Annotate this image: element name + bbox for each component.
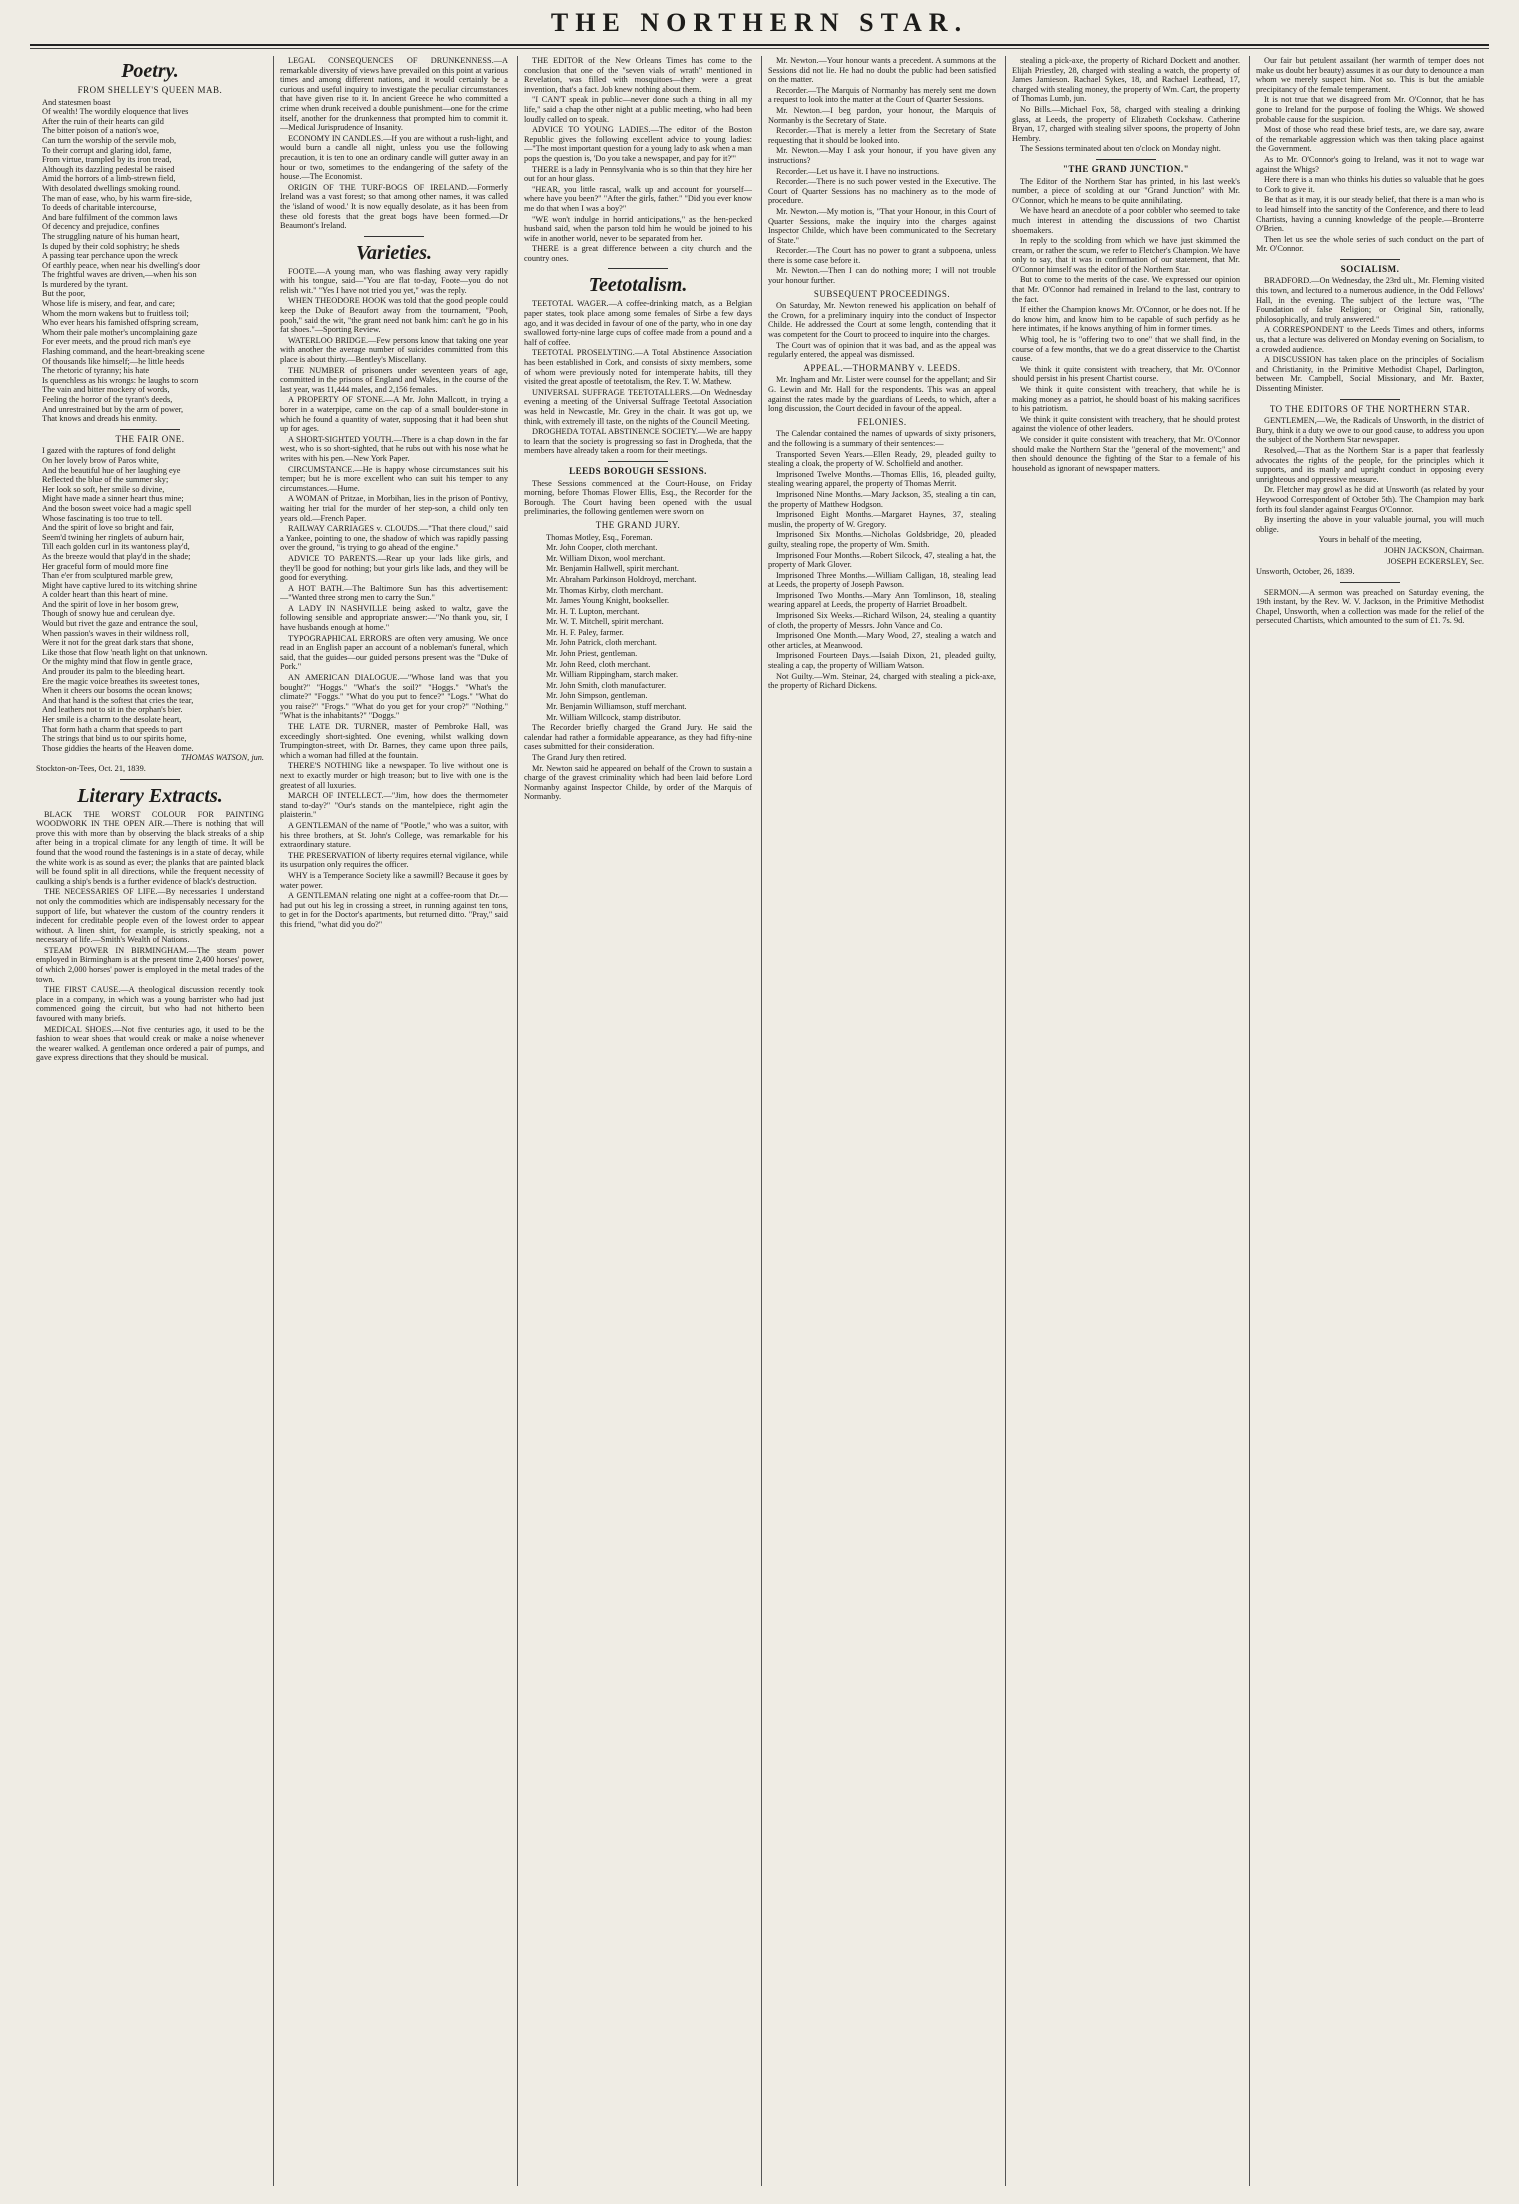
column-2 bbox=[280, 56, 508, 2186]
variety-item: THE PRESERVATION of liberty requires eternal vigilance, while its usurpation only requires the officer. bbox=[280, 850, 508, 870]
letter-secretary: JOSEPH ECKERSLEY, Sec. bbox=[1387, 556, 1484, 566]
letter-sign: Yours in behalf of the meeting, bbox=[1318, 535, 1422, 545]
poem-line: From virtue, trampled by its iron tread, bbox=[42, 155, 172, 165]
poem-line: After the ruin of their hearts can gild bbox=[42, 116, 164, 126]
divider bbox=[120, 429, 180, 430]
literary-extracts bbox=[36, 810, 264, 1063]
poem-line: Were it not for the great dark stars that shone, bbox=[42, 638, 194, 648]
variety-item: MARCH OF INTELLECT.—"Jim, how does the thermometer stand to-day?" "Our's stands on the mantelpiece, right agin the plaisterin." bbox=[280, 791, 508, 820]
report-paragraph: Mr. Newton.—May I ask your honour, if you have given any instructions? bbox=[768, 146, 996, 165]
variety-item: TYPOGRAPHICAL ERRORS are often very amusing. We once read in an English paper an account of a nobleman's funeral, which said, that the guides—our guided persons present was the "Duke of Pork." bbox=[280, 633, 508, 672]
literary-paragraph: BLACK THE WORST COLOUR FOR PAINTING WOODWORK IN THE OPEN AIR.—There is nothing that will prove this with more than by observing the black streaks of a ship after being in a tropical climate for any length of time. It will be found that the wood round the fastenings is in a state of decay, while the white work is as sound as ever; the planks that are painted black will be found split in all directions, while the frequent necessity of caulking a ship's bends is a further evidence of black's destruction. bbox=[36, 809, 264, 886]
poem-body bbox=[36, 98, 264, 424]
juror-name: Mr. William Rippingham, starch maker. bbox=[546, 670, 679, 680]
sentence-entry: Imprisoned Six Weeks.—Richard Wilson, 24, stealing a quantity of cloth, the property of Messrs. John Vance and Co. bbox=[768, 611, 996, 630]
report-paragraph: Recorder.—There is no such power vested in the Executive. The Court of Quarter Sessions has no machinery as to the mode of procedure. bbox=[768, 177, 996, 206]
article-paragraph: ADVICE TO YOUNG LADIES.—The editor of the Boston Republic gives the following excellent advice to young ladies:—"The most important question for a young lady to ask when a man pops the question is, 'Do you take a newspaper, and pay for it?'" bbox=[524, 125, 752, 163]
article-paragraph: THERE is a lady in Pennsylvania who is so thin that they hire her out for an hour glass. bbox=[524, 164, 752, 184]
literary-paragraph: STEAM POWER IN BIRMINGHAM.—The steam power employed in Birmingham is at the present time 2,400 horses' power, of which 2,000 horses' power is employed in the metal trades of the town. bbox=[36, 945, 264, 984]
poem-line: Those giddies the hearts of the Heaven dome. bbox=[42, 743, 194, 753]
variety-item: FOOTE.—A young man, who was flashing away very rapidly with his tongue, said—"You are flat to-day, Foote—you do not relish wit." "Yes I have not tried you yet," was the reply. bbox=[280, 266, 508, 295]
sermon-paragraph: SERMON.—A sermon was preached on Saturday evening, the 19th instant, by the Rev. W. V. Jackson, in the Primitive Methodist Chapel, Unsworth, when a collection was made for the relief of the persecuted Chartists, which amounted to the sum of £1. 7s. 9d. bbox=[1256, 587, 1484, 626]
poem-line: Till each golden curl in its wantoness play'd, bbox=[42, 542, 190, 552]
juror-name: Mr. H. T. Lupton, merchant. bbox=[546, 606, 640, 616]
poem-line: When passion's waves in their wildness roll, bbox=[42, 628, 189, 638]
poem-line: Would but rivet the gaze and entrance the soul, bbox=[42, 619, 198, 629]
sentence-entry: Imprisoned Four Months.—Robert Silcock, 47, stealing a hat, the property of Mark Glover. bbox=[768, 550, 996, 570]
sentence-entry: Imprisoned Two Months.—Mary Ann Tomlinson, 18, stealing wearing apparel at Leeds, the property of Harriet Broadbelt. bbox=[768, 590, 996, 610]
poem-line: Seem'd twining her ringlets of auburn hair, bbox=[42, 532, 184, 542]
juror-name: Mr. Benjamin Hallwell, spirit merchant. bbox=[546, 564, 679, 574]
variety-item: A HOT BATH.—The Baltimore Sun has this advertisement:—"Wanted three strong men to carry the Sun." bbox=[280, 583, 508, 603]
article-paragraph: Be that as it may, it is our steady belief, that there is a man who is to lead himself into the sanctity of the Conference, and there to lead Chartists, having a cunning knowledge of the people.—Bronterre O'Brien. bbox=[1256, 195, 1484, 234]
article-paragraph: Most of those who read these brief tests, are, we dare say, aware of the remarkable aggression which was then taking place against the Government. bbox=[1256, 125, 1484, 154]
letter-chairman: JOHN JACKSON, Chairman. bbox=[1384, 545, 1484, 555]
leeds-sessions-heading: LEEDS BOROUGH SESSIONS. bbox=[569, 465, 707, 476]
article-group bbox=[280, 56, 508, 231]
article-paragraph: ORIGIN OF THE TURF-BOGS OF IRELAND.—Formerly Ireland was a vast forest; so that among other names, it was called the 'island of wood.' It is now equally desolate, as it has been from these old forests that the great bogs have been formed.—Dr Beaumont's Ireland. bbox=[280, 182, 508, 231]
report-paragraph: Recorder.—The Marquis of Normanby has merely sent me down a request to look into the matter at the Court of Quarter Sessions. bbox=[768, 85, 996, 105]
divider bbox=[1096, 159, 1156, 160]
article-paragraph: We think it quite consistent with treachery, that he should protest against the violence of other leaders. bbox=[1012, 414, 1240, 434]
poem-line: And leathers not to sit in the orphan's bier. bbox=[42, 705, 183, 715]
column-divider bbox=[517, 56, 518, 2186]
variety-item: WHEN THEODORE HOOK was told that the good people could keep the Duke of Beaufort away from the tournament, "Pooh, pooh," said the wit, "the grant need not bank him: can't he go in his fat shoes."—Sporting Review. bbox=[280, 296, 508, 335]
juror-name: Mr. W. T. Mitchell, spirit merchant. bbox=[546, 617, 664, 627]
letter-paragraph: Resolved,—That as the Northern Star is a paper that fearlessly advocates the rights of the people, for the principles which it supports, and its manly and upright conduct in opposing every unrighteous and oppressive measure. bbox=[1256, 445, 1484, 484]
column-4 bbox=[768, 56, 996, 2186]
letter-body bbox=[1256, 416, 1484, 534]
poem-line: That knows and dreads his enmity. bbox=[42, 414, 158, 424]
sentence-entry: Transported Seven Years.—Ellen Ready, 29, pleaded guilty to stealing a cloak, the property of W. Scholfield and another. bbox=[768, 449, 996, 469]
poem-line: And the spirit of love so bright and fair, bbox=[42, 523, 174, 533]
poetry-heading: Poetry. bbox=[121, 60, 179, 82]
poem-line: Is quenchless as his wrongs: he laughs to scorn bbox=[42, 375, 199, 385]
poem-line: The bitter poison of a nation's woe, bbox=[42, 126, 159, 136]
leeds-intro: These Sessions commenced at the Court-House, on Friday morning, before Thomas Flower Ellis, Esq., the Recorder for the Borough. The Court having been opened with the usual preliminaries, the following gentlemen were sworn on bbox=[524, 478, 752, 517]
poem-line: And the boson sweet voice had a magic spell bbox=[42, 503, 192, 513]
article-paragraph: It is not true that we disagreed from Mr. O'Connor, that he has gone to Ireland for the purpose of fooling the Whigs. We showed probable cause for the suspicion. bbox=[1256, 95, 1484, 124]
masthead bbox=[0, 0, 1519, 44]
poem-line: Than e'er from sculptured marble grew, bbox=[42, 571, 173, 581]
poem-line: And prouder its palm to the bleeding heart. bbox=[42, 667, 185, 677]
sentence-entry: Imprisoned Three Months.—William Calligan, 18, stealing lead at Leeds, the property of Joseph Pawson. bbox=[768, 570, 996, 590]
poem-line: Whose fascinating is too true to tell. bbox=[42, 513, 163, 523]
letter-heading: TO THE EDITORS OF THE NORTHERN STAR. bbox=[1269, 403, 1471, 414]
poem-body bbox=[36, 446, 264, 753]
poem-signature: THOMAS WATSON, jun. bbox=[180, 753, 264, 763]
poem-line: Flashing command, and the heart-breaking scene bbox=[42, 347, 205, 357]
juror-name: Mr. Benjamin Williamson, stuff merchant. bbox=[546, 702, 687, 712]
masthead-rule bbox=[30, 44, 1489, 46]
poem-line: The struggling nature of his human heart, bbox=[42, 231, 180, 241]
report-paragraph: The Recorder briefly charged the Grand Jury. He said the calendar had rather a formidable appearance, as they had fifty-nine cases submitted for their consideration. bbox=[524, 723, 752, 752]
poem-line: Might have made a sinner heart thus mine; bbox=[42, 494, 184, 504]
divider bbox=[1340, 259, 1400, 260]
poem-line: Of earthly peace, when near his dwelling's door bbox=[42, 260, 201, 270]
poem-line: The frightful waves are driven,—when his son bbox=[42, 270, 197, 280]
article-paragraph: "I CAN'T speak in public—never done such a thing in all my life," said a chap the other night at a public meeting, who had been loudly called on to speak. bbox=[524, 95, 752, 124]
juror-name: Mr. John Reed, cloth merchant. bbox=[546, 659, 651, 669]
appeal-heading: APPEAL.—THORMANBY v. LEEDS. bbox=[803, 362, 961, 373]
juror-name: Mr. John Priest, gentleman. bbox=[546, 649, 638, 659]
article-paragraph: LEGAL CONSEQUENCES OF DRUNKENNESS.—A remarkable diversity of views have prevailed on this point at various times and among different nations, and it would certainly be a curious and useful inquiry to investigate the peculiar circumstances that have given rise to it. In ancient Greece he who committed a crime when drunk received a double punishment—one for the crime itself, another for the drunkenness that prompted him to commit it.—Medical Jurisprudence of Insanity. bbox=[280, 56, 508, 133]
juror-name: Mr. John Smith, cloth manufacturer. bbox=[546, 680, 667, 690]
literary-paragraph: THE NECESSARIES OF LIFE.—By necessaries I understand not only the commodities which are indispensably necessary for the support of life, but whatever the custom of the country renders it indecent for creditable people even of the lowest order to appear without. A linen shirt, for example, is strictly speaking, not a necessary of life.—Smith's Wealth of Nations. bbox=[36, 887, 264, 945]
article-group bbox=[524, 56, 752, 263]
poem-place: Stockton-on-Tees, Oct. 21, 1839. bbox=[36, 763, 146, 773]
article-paragraph: We have heard an anecdote of a poor cobbler who seemed to take much interest in attending the discussions of two Chartist shoemakers. bbox=[1012, 206, 1240, 235]
article-paragraph: The Editor of the Northern Star has printed, in his last week's number, a piece of scolding at our "Grand Junction" with Mr. O'Connor, which he means to be quite annihilating. bbox=[1012, 176, 1240, 205]
sentence-entry: Imprisoned Nine Months.—Mary Jackson, 35, stealing a tin can, the property of Matthew Hodgson. bbox=[768, 489, 996, 509]
report-paragraph: The Court was of opinion that it was bad, and as the appeal was regularly entered, the appeal was dismissed. bbox=[768, 340, 996, 360]
poem-line: And the beautiful hue of her laughing eye bbox=[42, 465, 181, 475]
article-paragraph: If either the Champion knows Mr. O'Connor, or he does not. If he do know him, and know him to be capable of such perfidy as he here intimates, if he knows anything of him in former times. bbox=[1012, 305, 1240, 334]
poem-line: For ever meets, and the proud rich man's eye bbox=[42, 337, 191, 347]
poem-line: Her look so soft, her smile so divine, bbox=[42, 484, 165, 494]
teetotalism-heading: Teetotalism. bbox=[588, 274, 688, 297]
juror-name: Mr. H. F. Paley, farmer. bbox=[546, 627, 624, 637]
report-paragraph: On Saturday, Mr. Newton renewed his application on behalf of the Crown, for a preliminary inquiry into the conduct of Inspector Childe. He addressed the Court at some length, contending that it was competent for the Court to proceed to inquire into the charges. bbox=[768, 301, 996, 340]
sentence-entry: Imprisoned Eight Months.—Margaret Haynes, 37, stealing muslin, the property of W. Gregory. bbox=[768, 510, 996, 529]
felonies-intro: The Calendar contained the names of upwards of sixty prisoners, and the following is a summary of their sentences:— bbox=[768, 429, 996, 448]
report-paragraph: Recorder.—Let us have it. I have no instructions. bbox=[776, 166, 940, 176]
column-divider bbox=[273, 56, 274, 2186]
poem-title: THE FAIR ONE. bbox=[115, 433, 185, 444]
poem-line: When it cheers our bosoms the ocean knows; bbox=[42, 686, 192, 696]
column-5 bbox=[1012, 56, 1240, 2186]
grand-junction-article bbox=[1012, 177, 1240, 474]
divider bbox=[120, 779, 180, 780]
article-paragraph: THERE is a great difference between a city church and the country ones. bbox=[524, 244, 752, 263]
sentence-entry: Imprisoned Fourteen Days.—Isaiah Dixon, 21, pleaded guilty, stealing a cap, the property of William Watson. bbox=[768, 651, 996, 671]
grand-junction-heading: "THE GRAND JUNCTION." bbox=[1062, 163, 1190, 174]
juror-name: Mr. John Cooper, cloth merchant. bbox=[546, 543, 658, 553]
poem-line: Who ever hears his famished offspring scream, bbox=[42, 318, 199, 328]
report-paragraph: Recorder.—That is merely a letter from the Secretary of State requesting that it should be looked into. bbox=[768, 126, 996, 145]
report-paragraph: Recorder.—The Court has no power to grant a subpoena, unless there is some case before it. bbox=[768, 246, 996, 265]
poem-line: But the poor, bbox=[42, 289, 86, 299]
poem-line: Her graceful form of mould more fine bbox=[42, 561, 169, 571]
column-divider bbox=[1005, 56, 1006, 2186]
column-1 bbox=[36, 56, 264, 2186]
poem-line: I gazed with the raptures of fond delight bbox=[42, 446, 176, 456]
poem-line: To deeds of charitable intercourse, bbox=[42, 203, 157, 213]
variety-item: THE LATE DR. TURNER, master of Pembroke Hall, was exceedingly short-sighted. One evening, whilst walking down Trumpington-street, with Dr. Barnes, they came upon three pails, which a woman had filled at the fountain. bbox=[280, 722, 508, 760]
columns-container bbox=[30, 56, 1490, 2186]
article-paragraph: Then let us see the whole series of such conduct on the part of Mr. O'Connor. bbox=[1256, 234, 1484, 254]
varieties-heading: Varieties. bbox=[355, 241, 433, 264]
poem-line: Is murdered by the tyrant. bbox=[42, 279, 128, 289]
article-paragraph: We consider it quite consistent with treachery, that Mr. O'Connor should make the Northern Star the "general of the movement;" and then should denounce the fighting of the Star to a female of his household as ignorant of newspaper matters. bbox=[1012, 434, 1240, 473]
article-paragraph: "HEAR, you little rascal, walk up and account for yourself—where have you been?" "After the girls, father." "Did you ever know me do that when I was a boy?" bbox=[524, 184, 752, 213]
sentence-entry: Imprisoned Six Months.—Nicholas Goldsbridge, 20, pleaded guilty, stealing rope, the property of Wm. Smith. bbox=[768, 530, 996, 549]
felonies-list bbox=[768, 450, 996, 691]
report-paragraph: Mr. Newton.—I beg pardon, your honour, the Marquis of Normanby is the Secretary of State. bbox=[768, 105, 996, 125]
column-divider bbox=[761, 56, 762, 2186]
report-paragraph: Mr. Newton.—Your honour wants a precedent. A summons at the Sessions did not lie. He had no doubt the public had been satisfied on the matter. bbox=[768, 56, 996, 85]
poem-line: A passing tear perchance upon the wreck bbox=[42, 251, 178, 261]
teetotal-paragraph: UNIVERSAL SUFFRAGE TEETOTALLERS.—On Wednesday evening a meeting of the Universal Suffrage Teetotal Association was held in Newcastle, Mr. Grey in the chair. It was got up, we think, with extremely ill taste, on the nights of the Council Meeting. bbox=[524, 387, 752, 426]
juror-name: Mr. James Young Knight, bookseller. bbox=[546, 596, 670, 606]
article-paragraph: THE EDITOR of the New Orleans Times has come to the conclusion that one of the "seven vials of wrath" mentioned in Revelation, was filled with mosquitoes—they were a great invention, that's a fact. Job knew nothing about them. bbox=[524, 56, 752, 94]
teetotal-articles bbox=[524, 299, 752, 456]
article-paragraph: In reply to the scolding from which we have just skimmed the cream, or rather the scum, we refer to Fletcher's Champion. We have only to say, that it was in confirmation of our statement, that Mr. O'Connor himself was the editor of the Northern Star. bbox=[1012, 236, 1240, 274]
grand-jury-heading: THE GRAND JURY. bbox=[595, 519, 681, 530]
article-paragraph: Our fair but petulent assailant (her warmth of temper does not make us doubt her beauty) assumes it as our duty to denounce a man whom we merely suspect him. Not so. This is but the amiable precipitancy of the female temperament. bbox=[1256, 56, 1484, 94]
jury-list bbox=[524, 533, 752, 723]
socialism-paragraph: A CORRESPONDENT to the Leeds Times and others, informs us, that a lecture was delivered on Monday evening on Socialism, to a crowded audience. bbox=[1256, 325, 1484, 354]
letter-paragraph: GENTLEMEN,—We, the Radicals of Unsworth, in the district of Bury, think it a duty we owe to our good cause, to address you upon the subject of the Northern Star newspaper. bbox=[1256, 416, 1484, 445]
socialism-paragraph: BRADFORD.—On Wednesday, the 23rd ult., Mr. Fleming visited this town, and lectured to a numerous audience, in the Odd Fellows' Hall, in the evening. The subject of the lecture was, "The Foundation of false Religion; or Original Sin, rationally, philosophically, and truly answered." bbox=[1256, 276, 1484, 324]
sentence-entry: Imprisoned Twelve Months.—Thomas Ellis, 16, pleaded guilty, stealing wearing apparel, the property of Thomas Merrit. bbox=[768, 469, 996, 489]
poem-line: Whom their pale mother's uncomplaining gaze bbox=[42, 327, 198, 337]
masthead-rule-thin bbox=[30, 48, 1489, 49]
article-paragraph: Here there is a man who thinks his duties so valuable that he goes to Cork to give it. bbox=[1256, 175, 1484, 194]
socialism-articles bbox=[1256, 276, 1484, 393]
poem-line: Ere the magic voice breathes its sweetest tones, bbox=[42, 676, 200, 686]
poem-line: Might have captive lured to its witching shrine bbox=[42, 580, 198, 590]
poem-line: Though of snowy hue and cerulean dye. bbox=[42, 609, 175, 619]
poem-line: Although its dazzling pedestal be raised bbox=[42, 164, 175, 174]
juror-name: Mr. William Dixon, wool merchant. bbox=[546, 553, 666, 563]
article-paragraph: As to Mr. O'Connor's going to Ireland, was it not to wage war against the Whigs? bbox=[1256, 154, 1484, 174]
article-paragraph: But to come to the merits of the case. We expressed our opinion that Mr. O'Connor had remained in Ireland to the last, contrary to the fact. bbox=[1012, 275, 1240, 304]
variety-item: THE NUMBER of prisoners under seventeen years of age, committed in the prisons of England and Wales, in the course of the last year, was 11,444 males, and 2,156 females. bbox=[280, 365, 508, 394]
sentence-entry: Not Guilty.—Wm. Steinar, 24, charged with stealing a pick-axe, the property of Richard Dickens. bbox=[768, 671, 996, 691]
divider bbox=[364, 236, 424, 237]
subsequent-heading: SUBSEQUENT PROCEEDINGS. bbox=[813, 288, 951, 299]
article-paragraph: ECONOMY IN CANDLES.—If you are without a rush-light, and would burn a candle all night, unless you use the following precaution, it is ten to one an ordinary candle will gutter away in an hour or two, sometimes to the endangering of the safety of the house.—The Economist. bbox=[280, 133, 508, 182]
poem-line: And bare fulfilment of the common laws bbox=[42, 212, 178, 222]
appeal-text: Mr. Ingham and Mr. Lister were counsel for the appellant; and Sir G. Lewin and Mr. Hall for the respondents. This was an appeal against the rates made by the guardians of Leeds, to which, after a long discussion, the Court decided in favour of the appeal. bbox=[768, 375, 996, 414]
divider bbox=[608, 461, 668, 462]
felonies-heading: FELONIES. bbox=[857, 416, 907, 427]
literary-paragraph: MEDICAL SHOES.—Not five centuries ago, it used to be the fashion to wear shoes that would creak or make a noise whenever the wearer walked. A gentleman once ordered a pair of pumps, and gave express directions that they should be musical. bbox=[36, 1024, 264, 1063]
poem-line: Is duped by their cold sophistry; he sheds bbox=[42, 241, 180, 251]
variety-item: CIRCUMSTANCE.—He is happy whose circumstances suit his temper; but he is more excellent who can suit his temper to any circumstances.—Hume. bbox=[280, 464, 508, 493]
poem-line: To their corrupt and glaring idol, fame, bbox=[42, 145, 172, 155]
report-paragraph: Mr. Newton.—My motion is, "That your Honour, in this Court of Quarter Sessions, make the inquiry into the charges against Inspector Childe, which have been communicated to the Secretary of State." bbox=[768, 206, 996, 245]
variety-item: RAILWAY CARRIAGES v. CLOUDS.—"That there cloud," said a Yankee, pointing to one, the shadow of which was rapidly passing over the ground, "is trying to go ahead of the engine." bbox=[280, 524, 508, 553]
divider bbox=[1340, 582, 1400, 583]
poem-line: Her smile is a charm to the desolate heart, bbox=[42, 715, 182, 724]
report-paragraph: The Sessions terminated about ten o'clock on Monday night. bbox=[1020, 144, 1221, 154]
subsequent-proceedings bbox=[768, 301, 996, 360]
poem-line: With desolated dwellings smoking round. bbox=[42, 183, 181, 193]
poem-line: Whose life is misery, and fear, and care; bbox=[42, 299, 175, 309]
column-6 bbox=[1256, 56, 1484, 2186]
socialism-heading: SOCIALISM. bbox=[1340, 263, 1400, 274]
poem-line: Or the mighty mind that flow in gentle grace, bbox=[42, 657, 193, 667]
column-3 bbox=[524, 56, 752, 2186]
sentence-entry: Imprisoned One Month.—Mary Wood, 27, stealing a watch and other articles, at Meanwood. bbox=[768, 631, 996, 650]
letter-place: Unsworth, October, 26, 1839. bbox=[1256, 567, 1355, 577]
column-divider bbox=[1249, 56, 1250, 2186]
variety-item: THERE'S NOTHING like a newspaper. To live without one is next to exactly murder or high treason; but to live with one is the greatest of all luxuries. bbox=[280, 761, 508, 790]
divider bbox=[1340, 399, 1400, 400]
report-paragraph: No Bills.—Michael Fox, 58, charged with stealing a drinking glass, at Leeds, the property of Elizabeth Cockshaw. Catherine Bryan, 17, charged with stealing silver spoons, the property of John Hembry. bbox=[1012, 104, 1240, 143]
poem-line: And statesmen boast bbox=[42, 97, 111, 107]
juror-name: Mr. John Simpson, gentleman. bbox=[546, 691, 648, 701]
variety-item: A PROPERTY OF STONE.—A Mr. John Mallcott, in trying a borer in a waterpipe, came on the cap of a small boulder-stone in which he found a quantity of water, supposing that it had been shut up for ages. bbox=[280, 395, 508, 434]
juror-name: Mr. Abraham Parkinson Holdroyd, merchant. bbox=[546, 574, 697, 584]
socialism-paragraph: A DISCUSSION has taken place on the principles of Socialism and Christianity, in the Primitive Methodist Chapel, Darlington, between Mr. Campbell, Social Missionary, and Mr. Baxter, Dissenting Minister. bbox=[1256, 355, 1484, 393]
poem-line: Feeling the horror of the tyrant's deeds, bbox=[42, 395, 173, 404]
poem-line: That form hath a charm that speeds to part bbox=[42, 724, 183, 734]
article-group bbox=[1012, 56, 1240, 154]
poem-line: A colder heart than this heart of mine. bbox=[42, 590, 168, 600]
variety-item: A SHORT-SIGHTED YOUTH.—There is a chap down in the far west, who is so short-sighted, that he rubs out with his nose what he writes with his pen.—New York Paper. bbox=[280, 434, 508, 463]
leeds-proceedings bbox=[524, 723, 752, 802]
poem-line: And that hand is the softest that cries the tear, bbox=[42, 695, 194, 705]
juror-name: Mr. Thomas Kirby, cloth merchant. bbox=[546, 585, 664, 595]
juror-name: Mr. William Willcock, stamp distributor. bbox=[546, 712, 681, 722]
poem-title: FROM SHELLEY'S QUEEN MAB. bbox=[77, 85, 223, 95]
article-paragraph: Whig tool, he is "offering two to one" that we shall find, in the course of a few months, that we do a great disservice to the Chartist cause. bbox=[1012, 335, 1240, 364]
poem-line: Of wealth! The wordily eloquence that lives bbox=[42, 107, 189, 117]
variety-item: A GENTLEMAN relating one night at a coffee-room that Dr.— had put out his leg in crossing a street, in running against ten tons, to get in for the Doctor's apartments, but returned ditto. "Pray," said this friend, "what did you do?" bbox=[280, 891, 508, 929]
divider bbox=[608, 268, 668, 269]
article-paragraph: We think it quite consistent with treachery, that while he is making money as a patriot, he should boast of his making sacrifices to his patriotism. bbox=[1012, 385, 1240, 414]
report-paragraph: Mr. Newton.—Then I can do nothing more; I will not trouble your honour further. bbox=[768, 266, 996, 286]
poem-line: And the spirit of love in her bosom grew, bbox=[42, 599, 179, 609]
juror-name: Thomas Motley, Esq., Foreman. bbox=[546, 532, 653, 542]
report-paragraph: stealing a pick-axe, the property of Richard Dockett and another. Elijah Priestley, 28, charged with stealing a watch, the property of James Jamieson. Rachael Sykes, 18, and Rachael Leathead, 17, charged with stealing money, the property of Wm. Cart, the property of Thomas Lumb, jun. bbox=[1012, 56, 1240, 104]
juror-name: Mr. John Patrick, cloth merchant. bbox=[546, 638, 657, 648]
poem-line: And unrestrained but by the arm of power, bbox=[42, 404, 184, 414]
teetotal-paragraph: DROGHEDA TOTAL ABSTINENCE SOCIETY.—We are happy to learn that the society is progressing so fast in Drogheda, that the members have already taken a room for their meetings. bbox=[524, 427, 752, 456]
poem-line: On her lovely brow of Paros white, bbox=[42, 455, 159, 465]
variety-item: ADVICE TO PARENTS.—Rear up your lads like girls, and they'll be good for nothing; but your girls like lads, and they will be good for everything. bbox=[280, 553, 508, 583]
newspaper-title: THE NORTHERN STAR. bbox=[550, 8, 969, 37]
literary-heading: Literary Extracts. bbox=[77, 784, 223, 807]
article-group bbox=[1256, 56, 1484, 254]
poem-line: Like those that flow 'neath light on that unknown. bbox=[42, 647, 208, 657]
teetotal-paragraph: TEETOTAL WAGER.—A coffee-drinking match, as a Belgian paper states, took place among some females of Sirbe a few days ago, and it was decided in favour of one of the party, who in one day swallowed forty-nine large cups of coffee made from a pound and a half of coffee. bbox=[524, 299, 752, 347]
poem-line: Whom the morn wakens but to fruitless toil; bbox=[42, 308, 189, 318]
poem-line: Can turn the worship of the servile mob, bbox=[42, 135, 177, 145]
variety-item: A GENTLEMAN of the name of "Pootle," who was a suitor, with his three brothers, at St. John's College, was remarkable for his extraordinary stature. bbox=[280, 820, 508, 850]
report-paragraph: The Grand Jury then retired. bbox=[532, 753, 627, 762]
poem-line: The strings that bind us to our spirits home, bbox=[42, 734, 187, 744]
variety-item: WHY is a Temperance Society like a sawmill? Because it goes by water power. bbox=[280, 870, 508, 890]
variety-item: AN AMERICAN DIALOGUE.—"Whose land was that you bought?" "Hoggs." "What's the soil?" "Hoggs." "What's the climate?" "Foggs." "What do you put to fence?" "Logs." "What do you raise?" "Frogs." "What do you get for your crop?" "Nothing." "What is the inhabitants?" "Doggs." bbox=[280, 673, 508, 721]
poem-line: Amid the horrors of a limb-strewn field, bbox=[42, 174, 176, 184]
poem-line: Of thousands like himself;—he little heeds bbox=[42, 356, 185, 366]
poem-line: Of decency and prejudice, confines bbox=[42, 222, 160, 232]
letter-paragraph: Dr. Fletcher may growl as he did at Unsworth (as related by your Heywood Correspondent of October 5th). The Champion may bark forth its foul slander against Feargus O'Connor. bbox=[1256, 485, 1484, 514]
variety-item: WATERLOO BRIDGE.—Few persons know that taking one year with another the average number of suicides committed from this place is about thirty.—Bentley's Miscellany. bbox=[280, 335, 508, 365]
variety-item: A WOMAN of Pritzae, in Morbihan, lies in the prison of Pontivy, waiting her trial for the murder of her step-son, a child only ten years old.—French Paper. bbox=[280, 494, 508, 523]
variety-item: A LADY IN NASHVILLE being asked to waltz, gave the following sensible and appropriate answer:—"No thank you, sir, I have husbands enough at home." bbox=[280, 603, 508, 633]
literary-paragraph: THE FIRST CAUSE.—A theological discussion recently took place in a company, in which was a young barrister who had just commenced going the circuit, but who had not hitherto been favoured with many briefs. bbox=[36, 985, 264, 1024]
report-paragraph: Mr. Newton said he appeared on behalf of the Crown to sustain a charge of the gravest criminality which had been laid before Lord Normanby against Inspector Childe, by order of the Marquis of Normanby. bbox=[524, 763, 752, 802]
teetotal-paragraph: TEETOTAL PROSELYTING.—A Total Abstinence Association has been established in Cork, and consists of sixty members, some of whom were previously noted for intemperate habits, till they visited the great apostle of teetotalism, the Rev. T. W. Mathew. bbox=[524, 348, 752, 387]
article-group bbox=[768, 56, 996, 286]
poem-line: Reflected the blue of the summer sky; bbox=[42, 475, 169, 485]
poem-line: The rhetoric of tyranny; his hate bbox=[42, 366, 150, 376]
poem-line: The vain and bitter mockery of words, bbox=[42, 385, 170, 395]
poem-line: The man of ease, who, by his warm fire-side, bbox=[42, 193, 192, 203]
article-paragraph: We think it quite consistent with treachery, that Mr. O'Connor should persist in his present Chartist course. bbox=[1012, 364, 1240, 384]
article-paragraph: "WE won't indulge in horrid anticipations," as the hen-pecked husband said, when the parson told him he would be joined to his wife in another world, never to be separated from her. bbox=[524, 214, 752, 243]
varieties-list bbox=[280, 267, 508, 930]
letter-paragraph: By inserting the above in your valuable journal, you will much oblige. bbox=[1256, 515, 1484, 534]
poem-line: As the breeze would that play'd in the shade; bbox=[42, 551, 191, 561]
